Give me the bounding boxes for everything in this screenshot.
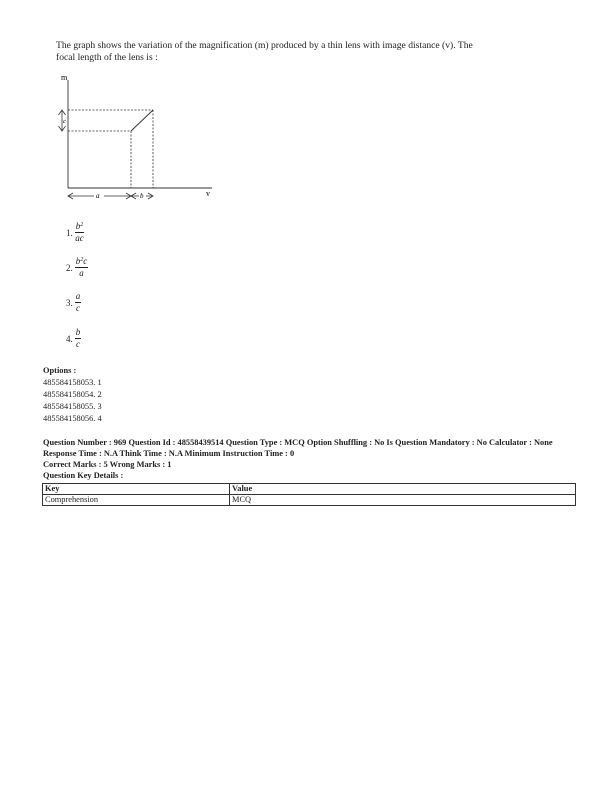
option-item: 485584158056. 4 — [43, 414, 102, 423]
fraction-numerator — [75, 257, 89, 268]
key-header: Key — [43, 484, 230, 495]
b-label: b — [140, 192, 144, 200]
question-key-table — [42, 483, 576, 506]
graph-line — [131, 110, 153, 131]
choice-number: 3. — [66, 297, 73, 308]
key-table-header — [43, 484, 576, 495]
numerator-base: b — [75, 327, 81, 337]
numerator-base: b — [75, 256, 81, 266]
question-line-2: focal length of the lens is : — [56, 52, 158, 63]
answer-choice — [66, 222, 84, 243]
choice-number: 1. — [66, 227, 73, 238]
options-list — [43, 365, 102, 425]
answer-choice — [66, 257, 88, 278]
magnification-graph — [52, 70, 232, 210]
key-table-row — [43, 495, 576, 506]
fraction-numerator — [75, 292, 82, 303]
choice-fraction — [75, 328, 82, 349]
choice-fraction — [75, 222, 85, 243]
fraction-numerator — [75, 328, 82, 339]
numerator-base: b — [75, 221, 81, 231]
numerator-base: a — [75, 291, 81, 301]
meta-line-1: Question Number : 969 Question Id : 48558439514 Question Type : MCQ Option Shuffling : No Is Question Mandatory : No Calculator : None — [43, 438, 553, 447]
meta-line-3: Correct Marks : 5 Wrong Marks : 1 — [43, 460, 172, 469]
fraction-denominator: c — [76, 303, 80, 313]
numerator-tail: c — [83, 256, 88, 266]
option-item: 485584158055. 3 — [43, 402, 102, 411]
question-meta — [43, 437, 583, 481]
fraction-denominator: ac — [75, 233, 84, 243]
meta-line-4: Question Key Details : — [43, 471, 124, 480]
c-label: c — [63, 118, 66, 125]
question-line-1: The graph shows the variation of the magnification (m) produced by a thin lens with image distance (v). The — [56, 40, 473, 51]
a-label: a — [96, 192, 100, 200]
answer-choice — [66, 292, 81, 313]
choice-number: 4. — [66, 333, 73, 344]
choice-number: 2. — [66, 262, 73, 273]
y-axis-label: m — [61, 73, 68, 82]
option-item: 485584158054. 2 — [43, 390, 102, 399]
question-text — [56, 40, 556, 64]
x-axis-label: v — [206, 189, 210, 198]
fraction-denominator: c — [76, 339, 80, 349]
choice-fraction — [75, 292, 82, 313]
fraction-denominator: a — [79, 268, 84, 278]
options-header: Options : — [43, 366, 77, 375]
choice-fraction — [75, 257, 89, 278]
meta-line-2: Response Time : N.A Think Time : N.A Minimum Instruction Time : 0 — [43, 449, 295, 458]
numerator-exponent: 2 — [80, 257, 84, 263]
value-cell: MCQ — [230, 495, 576, 506]
fraction-numerator — [75, 222, 85, 233]
key-cell: Comprehension — [43, 495, 230, 506]
option-item: 485584158053. 1 — [43, 378, 102, 387]
numerator-exponent: 2 — [80, 222, 84, 228]
answer-choice — [66, 328, 81, 349]
value-header: Value — [230, 484, 576, 495]
